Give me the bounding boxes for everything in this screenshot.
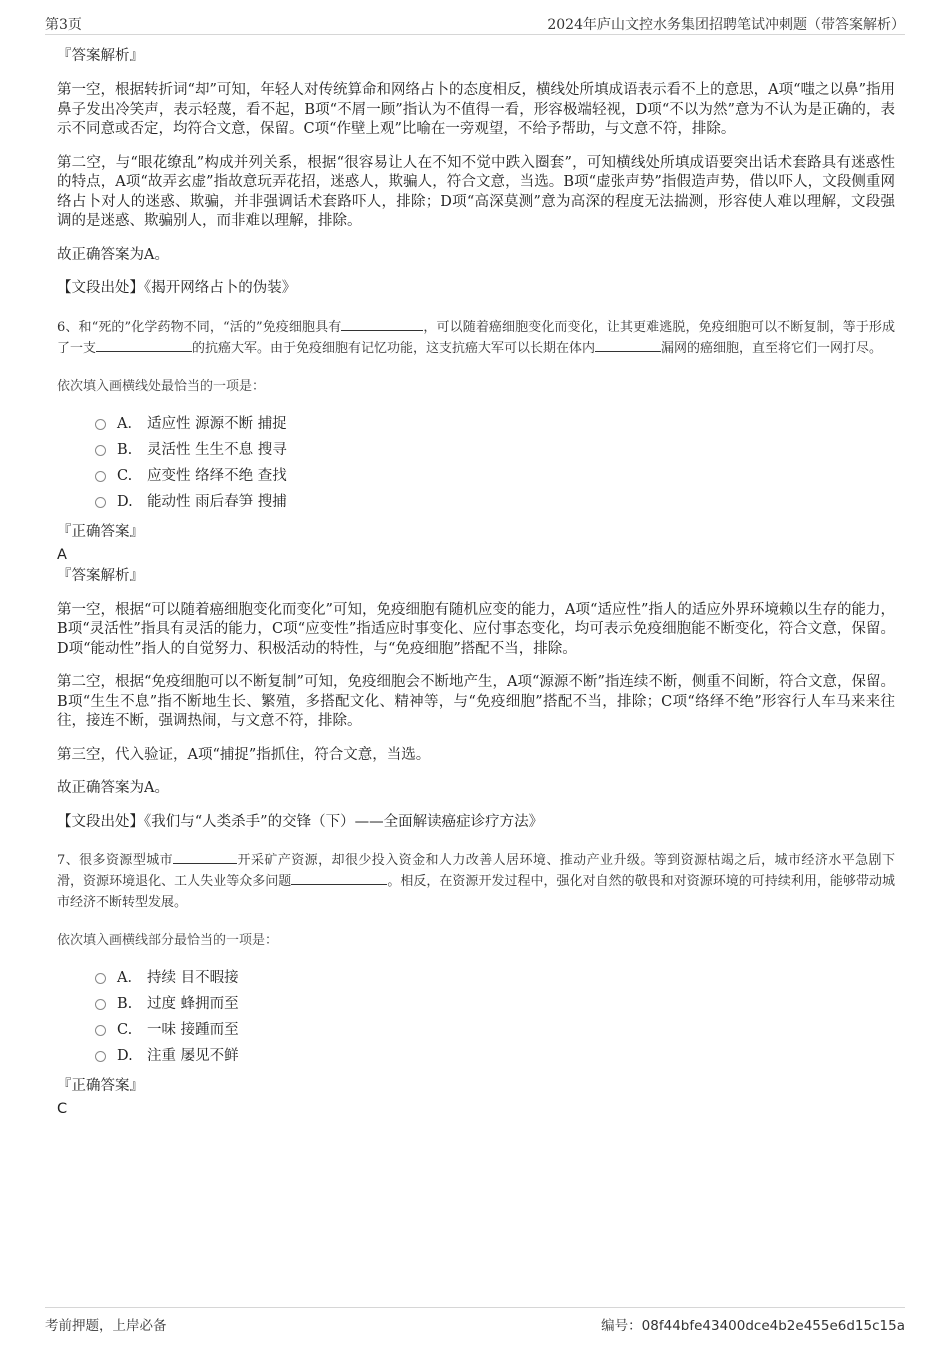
radio-icon[interactable]	[95, 1025, 106, 1036]
correct-answer: C	[57, 1101, 68, 1117]
correct-answer-heading: 『正确答案』	[57, 523, 144, 540]
question-7-options	[95, 965, 895, 1069]
document-title: 2024年庐山文控水务集团招聘笔试冲刺题（带答案解析）	[547, 17, 905, 33]
source-citation: 【文段出处】《揭开网络占卜的伪装》	[57, 280, 297, 296]
option-a[interactable]: A． 适应性 源源不断 捕捉	[95, 411, 895, 437]
question-7-instruction: 依次填入画横线部分最恰当的一项是：	[57, 933, 279, 948]
radio-icon[interactable]	[95, 1051, 106, 1062]
option-d[interactable]: D. 能动性 雨后春笋 搜捕	[95, 489, 895, 515]
correct-answer: A	[57, 546, 67, 563]
analysis-paragraph: 第三空，代入验证，A项“捕捉”指抓住，符合文意，当选。	[57, 746, 431, 763]
analysis-paragraph: 第一空，根据转折词“却”可知，年轻人对传统算命和网络占卜的态度相反，横线处所填成语表示看不上的意思，A项“嗤之以鼻”指用鼻子发出冷笑声，表示轻蔑，看不起，B项“不屑一顾”指认为不值得一看，形容极端轻视，D项“不以为然”意为不认为是正确的，表示不同意或否定，均符合文意，保留。C项“作壁上观”比喻在一旁观望，不给予帮助，与文意不符，排除。	[57, 82, 895, 137]
analysis-heading: 『答案解析』	[57, 48, 144, 64]
page-footer	[45, 1307, 905, 1336]
analysis-paragraph: 第一空，根据“可以随着癌细胞变化而变化”可知，免疫细胞有随机应变的能力，A项“适应性”指人的适应外界环境赖以生存的能力，B项“灵活性”指具有灵活的能力，C项“应变性”指适应时事变化、应付事态变化，均可表示免疫细胞能不断变化，符合文意，保留。D项“能动性”指人的自觉努力、积极活动的特性，与“免疫细胞”搭配不当，排除。	[57, 601, 895, 657]
footer-slogan: 考前押题，上岸必备	[45, 1318, 167, 1334]
question-6-instruction: 依次填入画横线处最恰当的一项是：	[57, 378, 266, 394]
option-b[interactable]: B. 灵活性 生生不息 搜寻	[95, 437, 895, 463]
option-a[interactable]: A． 持续 目不暇接	[95, 965, 895, 991]
correct-answer-heading: 『正确答案』	[57, 1078, 144, 1094]
source-citation: 【文段出处】《我们与“人类杀手”的交锋（下）——全面解读癌症诊疗方法》	[57, 813, 544, 830]
document-code: 编号：08f44bfe43400dce4b2e455e6d15c15a	[601, 1318, 905, 1334]
option-b[interactable]: B. 过度 蜂拥而至	[95, 991, 895, 1017]
option-c[interactable]: C. 应变性 络绎不绝 查找	[95, 463, 895, 489]
answer-conclusion: 故正确答案为A。	[57, 246, 169, 263]
radio-icon[interactable]	[95, 445, 106, 456]
blank-line	[291, 871, 387, 885]
question-6-stem: 6、和“死的”化学药物不同，“活的”免疫细胞具有 ，可以随着癌细胞变化而变化，让其更难逃脱，免疫细胞可以不断复制，等于形成了一支 的抗癌大军。由于免疫细胞有记忆功能，这支抗癌大军可以长期在体内 漏网的癌细胞，直至将它们一网打尽。	[57, 317, 895, 359]
option-d[interactable]: D. 注重 屡见不鲜	[95, 1043, 895, 1069]
answer-conclusion: 故正确答案为A。	[57, 780, 169, 796]
blank-line	[341, 317, 423, 331]
radio-icon[interactable]	[95, 999, 106, 1010]
radio-icon[interactable]	[95, 497, 106, 508]
page-number: 第3页	[45, 17, 82, 33]
radio-icon[interactable]	[95, 471, 106, 482]
blank-line	[595, 338, 661, 352]
radio-icon[interactable]	[95, 419, 106, 430]
blank-line	[173, 850, 237, 864]
question-6-options	[95, 411, 895, 515]
radio-icon[interactable]	[95, 973, 106, 984]
blank-line	[96, 338, 192, 352]
page-header	[45, 12, 905, 35]
option-c[interactable]: C. 一味 接踵而至	[95, 1017, 895, 1043]
question-7-stem: 7、很多资源型城市 开采矿产资源，却很少投入资金和人力改善人居环境、推动产业升级。等到资源枯竭之后，城市经济水平急剧下滑，资源环境退化、工人失业等众多问题 。相反，在资源开发过程中，强化对自然的敬畏和对资源环境的可持续利用，能够带动城市经济不断转型发展。	[57, 850, 895, 913]
page-content	[57, 45, 895, 1119]
analysis-paragraph: 第二空，与“眼花缭乱”构成并列关系，根据“很容易让人在不知不觉中跌入圈套”，可知横线处所填成语要突出话术套路具有迷惑性的特点，A项“故弄玄虚”指故意玩弄花招，迷惑人，欺骗人，符合文意，当选。B项“虚张声势”指假造声势，借以吓人，文段侧重网络占卜对人的迷惑、欺骗，并非强调话术套路吓人，排除；D项“高深莫测”意为高深的程度无法揣测，形容使人难以理解，文段强调的是迷惑、欺骗别人，而非难以理解，排除。	[57, 154, 895, 229]
analysis-paragraph: 第二空，根据“免疫细胞可以不断复制”可知，免疫细胞会不断地产生，A项“源源不断”指连续不断，侧重不间断，符合文意，保留。B项“生生不息”指不断地生长、繁殖，多搭配文化、精神等，与“免疫细胞”搭配不当，排除；C项“络绎不绝”形容行人车马来来往往，接连不断，强调热闹，与文意不符，排除。	[57, 674, 895, 729]
analysis-heading: 『答案解析』	[57, 567, 144, 584]
